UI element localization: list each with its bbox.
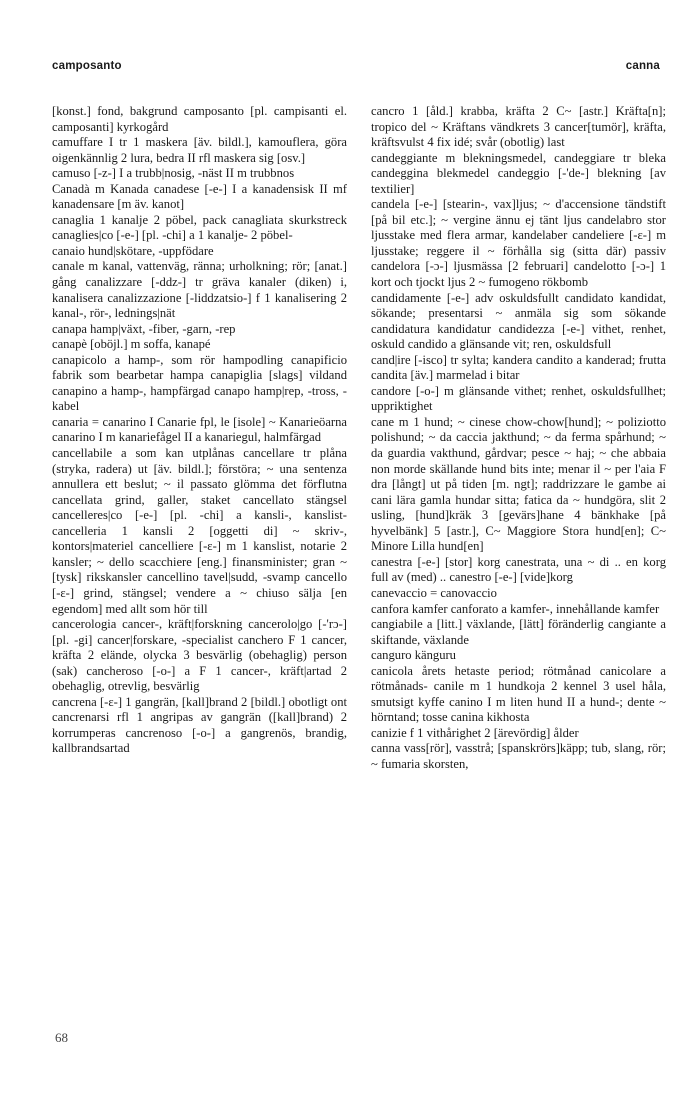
running-head-first-word: camposanto <box>52 60 122 72</box>
dictionary-entry: Canadà m Kanada canadese [-e-] I a kanadensisk II mf kanadensare [m äv. kanot] <box>52 181 347 212</box>
page-number: 68 <box>55 1030 68 1045</box>
dictionary-entry: candeggiante m blekningsmedel, candeggiare tr bleka candeggina blekmedel candeggio [-'de-] blekning [av textilier] <box>371 150 666 196</box>
dictionary-columns <box>52 104 666 1004</box>
dictionary-entry: canevaccio = canovaccio <box>371 585 497 600</box>
dictionary-entry: cancrena [-ε-] 1 gangrän, [kall]brand 2 [bildl.] obotligt ont cancrenarsi rfl 1 angripas av gangrän ([kall]brand) 2 korrumperas cancrenoso [-o-] a gangrenös, brandig, kallbrandsartad <box>52 694 347 756</box>
dictionary-entry: candela [-e-] [stearin-, vax]ljus; ~ d'accensione tändstift [på bil etc.]; ~ vergine ännu ej tänt ljus candelabro stor ljusstake med flera armar, kandelaber candeliere [-ε-] m ljusstake; reggere il ~ förhålla sig (sitta där) passiv candelora [-ɔ-] ljusmässa [2 februari] candelotto [-ɔ-] 1 kort och tjockt ljus 2 ~ fumogeno rökbomb <box>371 197 666 290</box>
dictionary-entry: canapa hamp|växt, -fiber, -garn, -rep <box>52 321 236 336</box>
dictionary-entry: canestra [-e-] [stor] korg canestrata, una ~ di .. en korg full av (med) .. canestro [-e-] [vide]korg <box>371 554 666 585</box>
dictionary-entry: canaio hund|skötare, -uppfödare <box>52 243 214 258</box>
dictionary-entry: cane m 1 hund; ~ cinese chow-chow[hund]; ~ poliziotto polishund; ~ da caccia jakthund; ~ da ferma spårhund; ~ da guardia vakthund, gårdvar; pesce ~ haj; ~ che abbaia non morde skällande hund bits inte; menar il ~ per l'aia F dra [långt] ut på tiden [m. ngt]; raddrizzare le gambe ai cani lära gamla hundar sitta; fatica da ~ hundgöra, slit 2 usling, [hund]kräk 3 [gevärs]hane 4 bänkhake [på hyvelbänk] 5 [astr.], C~ Maggiore Stora hund[en]; C~ Minore Lilla hund[en] <box>371 414 666 554</box>
dictionary-entry: canizie f 1 vithårighet 2 [ärevördig] ålder <box>371 725 579 740</box>
dictionary-entry: canicola årets hetaste period; rötmånad canicolare a rötmånads- canile m 1 hundkoja 2 kennel 3 usel håla, smutsigt kyffe canino I m liten hund II a hund-; dente ~ hörntand; tosse canina kikhosta <box>371 663 666 725</box>
dictionary-entry: cand|ire [-isco] tr sylta; kandera candito a kanderad; frutta candita [äv.] marmelad i bitar <box>371 352 666 383</box>
dictionary-entry: candidamente [-e-] adv oskuldsfullt candidato kandidat, sökande; presentarsi ~ anmäla sig som sökande candidatura kandidatur candidezza [-e-] vithet, renhet, oskuld candido a glänsande vit; ren, oskuldsfull <box>371 290 666 352</box>
dictionary-entry: camuffare I tr 1 maskera [äv. bildl.], kamouflera, göra oigenkännlig 2 lura, bedra II rfl maskera sig [osv.] <box>52 135 347 165</box>
running-head-last-word: canna <box>625 60 660 72</box>
dictionary-entry: cancro 1 [åld.] krabba, kräfta 2 C~ [astr.] Kräfta[n]; tropico del ~ Kräftans vändkrets 3 cancer[tumör], kräfta, kräftsvulst 4 fix idé; svår (obotlig) last <box>371 104 666 150</box>
dictionary-entry: canaglia 1 kanalje 2 pöbel, pack canagliata skurkstreck canaglies|co [-e-] [pl. -chi] a 1 kanalje- 2 pöbel- <box>52 212 347 243</box>
dictionary-entry: canaria = canarino I Canarie fpl, le [isole] ~ Kanarieöarna canarino I m kanariefågel II a kanariegul, halmfärgad <box>52 414 347 445</box>
dictionary-entry: canna vass[rör], vasstrå; [spanskrörs]käpp; tub, slang, rör; ~ fumaria skorsten, <box>371 741 666 771</box>
dictionary-entry: canapè [oböjl.] m soffa, kanapé <box>52 337 211 352</box>
dictionary-entry: cancerologia cancer-, kräft|forskning cancerolo|go [-'rɔ-] [pl. -gi] cancer|forskare, -specialist canchero F 1 cancer, kräfta 2 elände, olycka 3 besvärlig (obehaglig) person (sak) cancheroso [-o-] a F 1 cancer-, kräft|artad 2 obehaglig, otrevlig, besvärlig <box>52 617 347 694</box>
dictionary-entry: canale m kanal, vattenväg, ränna; urholkning; rör; [anat.] gång canalizzare [-ddz-] tr gräva kanaler (diken) i, kanalisera canalizzazione [-liddzatsio-] f 1 kanalisering 2 kanal-, rör-, lednings|nät <box>52 259 347 321</box>
dictionary-entry: canfora kamfer canforato a kamfer-, innehållande kamfer <box>371 601 660 616</box>
dictionary-entry: [konst.] fond, bakgrund camposanto [pl. campisanti el. camposanti] kyrkogård <box>52 104 347 134</box>
dictionary-entry: cancellabile a som kan utplånas cancellare tr plåna (stryka, radera) ut [äv. bildl.]; förstöra; ~ una sentenza annullera ett beslut; ~ il passato glömma det förflutna cancellata grind, galler, staket cancellato stängsel cancelleres|co [-e-] [pl. -chi] a kansli-, kanslist- cancelleria 1 kansli 2 [oggetti di] ~ skriv-, kontors|materiel cancelliere [-ε-] m 1 kanslist, notarie 2 kansler; ~ dello scacchiere [eng.] finansminister; gran ~ [tysk] rikskansler cancellino tavel|sudd, -svamp cancello [-ε-] grind, stängsel; vendere a ~ chiuso sälja [en egendom] med allt som hör till <box>52 446 347 616</box>
dictionary-entry: cangiabile a [litt.] växlande, [lätt] föränderlig cangiante a skiftande, växlande <box>371 617 666 647</box>
dictionary-entry: canapicolo a hamp-, som rör hampodling canapificio fabrik som bearbetar hampa canapiglia [slags] vildand canapino a hamp-, hampfärgad canapo hamp|rep, -tross, -kabel <box>52 352 347 414</box>
dictionary-entry: canguro känguru <box>371 648 456 663</box>
dictionary-entry: camuso [-z-] I a trubb|nosig, -näst II m trubbnos <box>52 166 295 181</box>
left-column <box>52 104 347 1004</box>
right-column <box>371 104 666 1004</box>
dictionary-entry: candore [-o-] m glänsande vithet; renhet, oskuldsfullhet; uppriktighet <box>371 383 666 414</box>
